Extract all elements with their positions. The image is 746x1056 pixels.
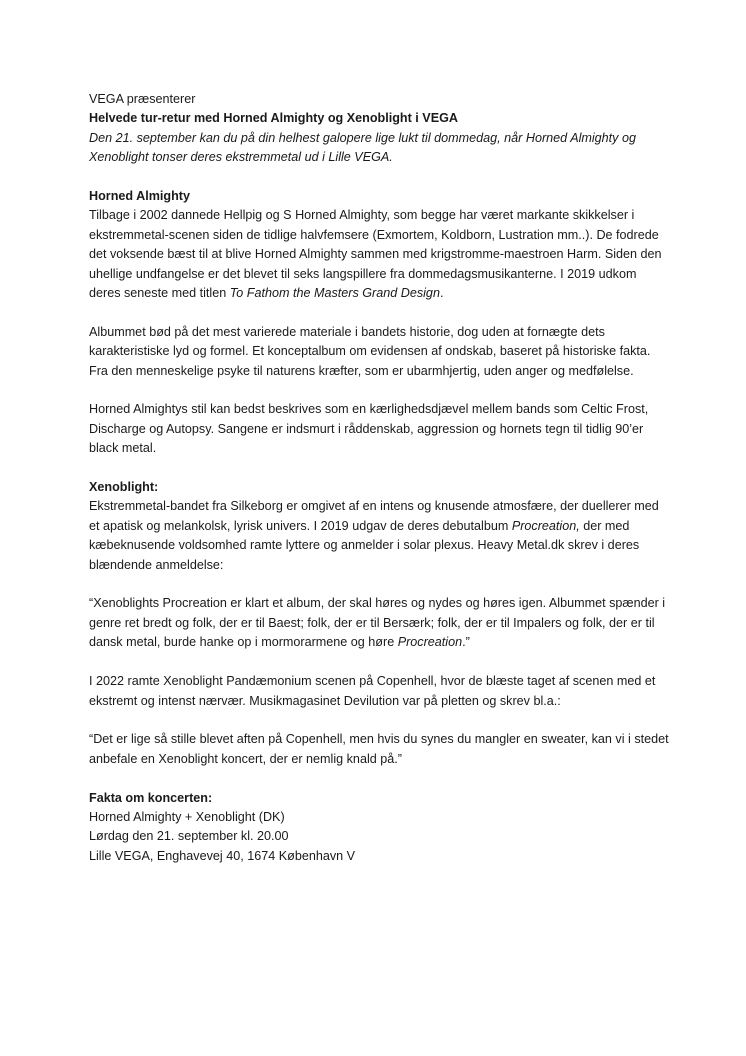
horned-paragraph-2: Albummet bød på det mest varierede materiale i bandets historie, dog uden at fornægte dets karakteristiske lyd og formel. Et konceptalbum om evidensen af ondskab, baseret på historiske fakta. Fra den menneskelige psyke til naturens kræfter, som er ubarmhjertig, uden anger og medfølelse. <box>89 324 651 378</box>
facts-heading: Fakta om koncerten: <box>89 790 213 805</box>
xeno-album-title: Procreation, <box>511 518 580 533</box>
xeno-quote-1 <box>89 594 669 652</box>
press-release <box>89 90 669 866</box>
xeno-paragraph-2: I 2022 ramte Xenoblight Pandæmonium scenen på Copenhell, hvor de blæste taget af scenen med et ekstremt og intenst nærvær. Musikmagasinet Devilution var på pletten og skrev bl.a.: <box>89 674 656 708</box>
xeno-quote1-text: “Xenoblights Procreation er klart et album, der skal høres og nydes og høres igen. Albummet spænder i genre ret bredt og folk, der er til Baest; folk, der er til Bersærk; folk, der er til Impalers og folk, der er til dansk metal, burde hanke op i mormorarmene og høre <box>89 596 666 650</box>
lede: Den 21. september kan du på din helhest galopere lige lukt til dommedag, når Horned Almighty og Xenoblight tonser deres ekstremmetal ud i Lille VEGA. <box>89 130 636 165</box>
facts-date: Lørdag den 21. september kl. 20.00 <box>89 829 289 844</box>
xeno-quote-2: “Det er lige så stille blevet aften på Copenhell, men hvis du synes du mangler en sweater, kan vi i stedet anbefale en Xenoblight koncert, der er nemlig knald på.” <box>89 732 669 766</box>
spacer <box>89 711 669 730</box>
horned-album-title: To Fathom the Masters Grand Design <box>229 286 440 301</box>
xeno-heading: Xenoblight: <box>89 480 159 495</box>
spacer <box>89 769 669 788</box>
xeno-paragraph-1 <box>89 497 669 575</box>
horned-heading: Horned Almighty <box>89 189 190 204</box>
spacer <box>89 653 669 672</box>
xeno-quote1-end: .” <box>462 635 470 650</box>
horned-paragraph-1 <box>89 206 669 303</box>
horned-p1-text: Tilbage i 2002 dannede Hellpig og S Horned Almighty, som begge har været markante skikkelser i ekstremmetal-scenen siden de tidlige halvfemsere (Exmortem, Koldborn, Lustration mm..). De fodrede det voksende bæst til at blive Horned Almighty sammen med krigstromme-maestroen Harm. Siden den uhellige undfangelse er det blevet til seks langspillere fra dommedagsmusikanterne. I 2019 udkom deres seneste med titlen <box>89 208 662 301</box>
facts-venue: Lille VEGA, Enghavevej 40, 1674 København V <box>89 848 356 863</box>
horned-paragraph-3: Horned Almightys stil kan bedst beskrives som en kærlighedsdjævel mellem bands som Celtic Frost, Discharge og Autopsy. Sangene er indsmurt i råddenskab, aggression og hornets tegn til tidlig 90’er black metal. <box>89 402 649 456</box>
presenter-line: VEGA præsenterer <box>89 92 196 106</box>
spacer <box>89 303 669 322</box>
xeno-quote1-album: Procreation <box>397 635 463 650</box>
spacer <box>89 168 669 187</box>
xeno-p1-a: Ekstremmetal-bandet fra Silkeborg er omgivet af en intens og knusende atmosfære, der duellerer med et apatisk og melankolsk, lyrisk univers. I 2019 udgav de deres debutalbum <box>89 499 659 533</box>
facts-bands: Horned Almighty + Xenoblight (DK) <box>89 809 285 824</box>
spacer <box>89 381 669 400</box>
spacer <box>89 575 669 594</box>
spacer <box>89 459 669 478</box>
xeno-p1-b: der med kæbeknusende voldsomhed ramte lyttere og anmelder i solar plexus. Heavy Metal.dk skrev i deres blændende anmeldelse: <box>89 518 640 572</box>
headline: Helvede tur-retur med Horned Almighty og Xenoblight i VEGA <box>89 111 458 126</box>
horned-p1-end: . <box>439 286 444 301</box>
